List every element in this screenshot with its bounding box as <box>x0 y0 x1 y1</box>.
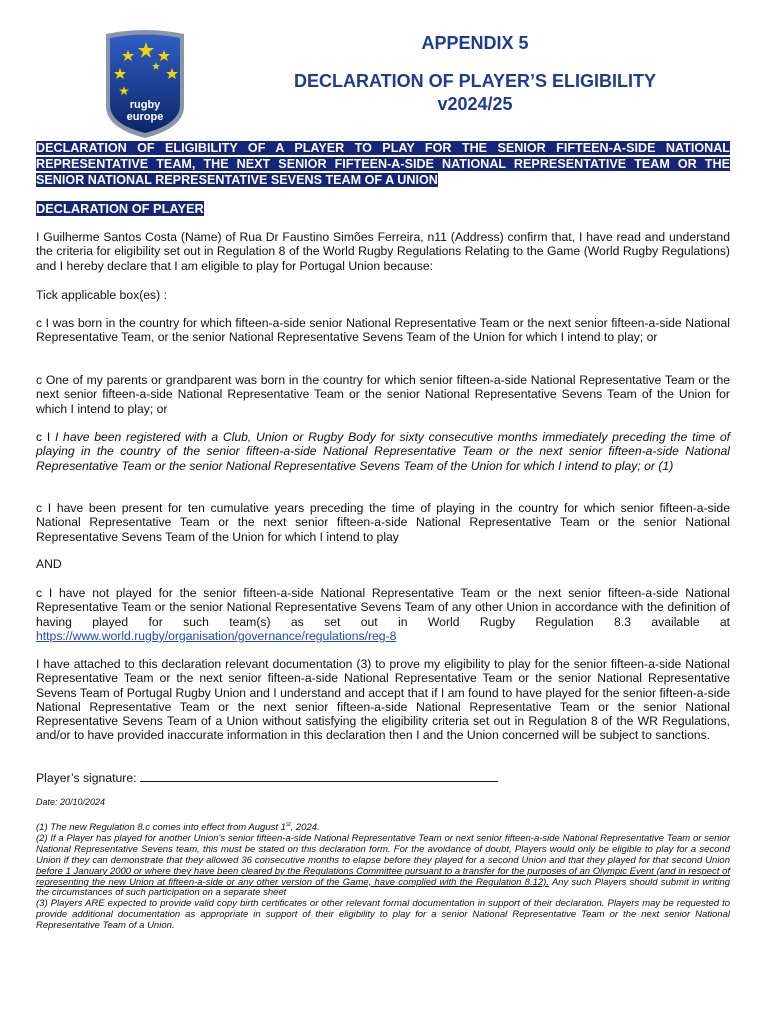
appendix-label: APPENDIX 5 <box>421 33 529 53</box>
checkbox-present[interactable]: c <box>36 501 43 515</box>
tick-instruction: Tick applicable box(es) : <box>36 288 167 302</box>
attached-paragraph <box>36 657 730 743</box>
section-heading <box>36 201 204 217</box>
footnote-2-text: (2) If a Player has played for another Union’s senior fifteen-a-side National Representative Team or next senior fifteen-a-side National Representative Team or senior National Representative Sevens team, this must be stated on this declaration form. For the avoidance of doubt, Players would only be eligible to play for a second Union if they can demonstrate that they allowed 36 consecutive months to elapse before they played for a second Union and that they played for that second Union <box>36 832 730 866</box>
option-not-played <box>36 586 730 643</box>
checkbox-born[interactable]: c <box>36 316 43 330</box>
footnote-1-sup: st <box>285 821 291 828</box>
option-born <box>36 316 730 345</box>
attached-text: I have attached to this declaration relevant documentation (3) to prove my eligibility to play for the senior fifteen-a-side National Representative Team or the next senior fifteen-a-side National Representative Team or the senior National Representative Sevens Team of Portugal Rugby Union and I understand and accept that if I am found to have played for the senior fifteen-a-side National Representative Team or the next senior fifteen-a-side National Representative Team or the senior National Representative Sevens Team of a Union without satisfying the eligibility criteria set out in Regulation 8 of the WR Regulations, and/or to have provided inaccurate information in this declaration then I and the Union concerned will be subject to sanctions. <box>36 657 730 743</box>
banner-text: DECLARATION OF ELIGIBILITY OF A PLAYER TO PLAY FOR THE SENIOR FIFTEEN-A-SIDE NATIONAL REPRESENTATIVE TEAM, THE NEXT SENIOR FIFTEEN-A-SIDE NATIONAL REPRESENTATIVE TEAM OR THE SENIOR NATIONAL REPRESENTATIVE SEVENS TEAM OF A UNION <box>36 141 730 187</box>
option-parents-text: One of my parents or grandparent was born in the country for which senior fifteen-a-side National Representative Team or the next senior fifteen-a-side National Representative Team or the senior National Representative Sevens Team of the Union for which I intend to play; or <box>36 373 730 416</box>
option-registered-text: I have been registered with a Club, Union or Rugby Body for sixty consecutive months immediately preceding the time of playing in the country of the senior fifteen-a-side National Representative Team or the next senior fifteen-a-side National Representative Team or the senior National Representative Sevens Team of the Union for which I intend to play; or (1) <box>36 430 730 473</box>
footnote-2-underlined: before 1 January 2000 or where they have been cleared by the Regulations Committee pursuant to a transfer for the purposes of an Olympic Event (and in respect of representing the new Union at fifteen-a-side or any other version of the Game, have complied with the Regulation 8.12). <box>36 865 730 888</box>
footnote-3: (3) Players ARE expected to provide valid copy birth certificates or other relevant formal documentation in support of their declaration. Players may be requested to provide additional documentation as appropriate in support of their eligibility to play for a senior National Representative Team or the next senior National Representative Team of a Union. <box>36 898 730 932</box>
option-present-text: I have been present for ten cumulative years preceding the time of playing in the country for which senior fifteen-a-side National Representative Team or the next senior fifteen-a-side National Representative Team or the senior National Representative Sevens Team of the Union for which I intend to play <box>36 501 730 544</box>
signature-field[interactable] <box>140 770 498 782</box>
signature-row <box>36 770 730 785</box>
checkbox-registered[interactable]: c <box>36 430 43 444</box>
page-title <box>240 70 710 116</box>
and-label: AND <box>36 557 62 571</box>
checkbox-parents[interactable]: c <box>36 373 43 387</box>
footnotes <box>36 823 730 932</box>
intro-paragraph <box>36 230 730 273</box>
option-registered <box>36 430 730 473</box>
section-heading-text: DECLARATION OF PLAYER <box>36 201 204 216</box>
option-not-played-text: I have not played for the senior fifteen-a-side National Representative Team or the next senior fifteen-a-side National Representative Team or the senior National Representative Sevens Team of any other Union in accordance with the definition of having played for such team(s) as set out in World Rugby Regulation 8.3 available at <box>36 586 730 629</box>
regulation-link[interactable]: https://www.world.rugby/organisation/governance/regulations/reg-8 <box>36 628 397 643</box>
option-registered-prefix: I <box>42 430 55 444</box>
declaration-banner <box>36 140 730 188</box>
signature-label: Player’s signature: <box>36 771 137 785</box>
footnote-1-end: , 2024. <box>290 822 320 833</box>
logo-text-rugby: rugby <box>129 99 161 111</box>
rugby-europe-logo <box>100 28 190 140</box>
footnote-2 <box>36 834 730 899</box>
checkbox-not-played[interactable]: c <box>36 586 43 600</box>
footnote-1-text: (1) The new Regulation 8.c comes into effect from August 1 <box>36 822 286 833</box>
title-line-1: DECLARATION OF PLAYER’S ELIGIBILITY <box>293 71 657 91</box>
option-parents <box>36 373 730 416</box>
date-text: Date: 20/10/2024 <box>36 797 106 807</box>
title-line-2: v2024/25 <box>437 94 513 114</box>
footnote-2-end: Any such Players should submit in writing the circumstances of such participation on a separate sheet <box>36 876 731 899</box>
option-born-text: I was born in the country for which fifteen-a-side senior National Representative Team or the next senior fifteen-a-side National Representative Team, or the senior National Representative Sevens Team of the Union for which I intend to play; or <box>36 316 730 345</box>
logo-text-europe: europe <box>126 111 164 123</box>
intro-text: I Guilherme Santos Costa (Name) of Rua Dr Faustino Simões Ferreira, n11 (Address) confirm that, I have read and understand the criteria for eligibility set out in Regulation 8 of the World Rugby Regulations Relating to the Game (World Rugby Regulations) and I hereby declare that I am eligible to play for Portugal Union because: <box>36 230 730 273</box>
option-present <box>36 501 730 544</box>
